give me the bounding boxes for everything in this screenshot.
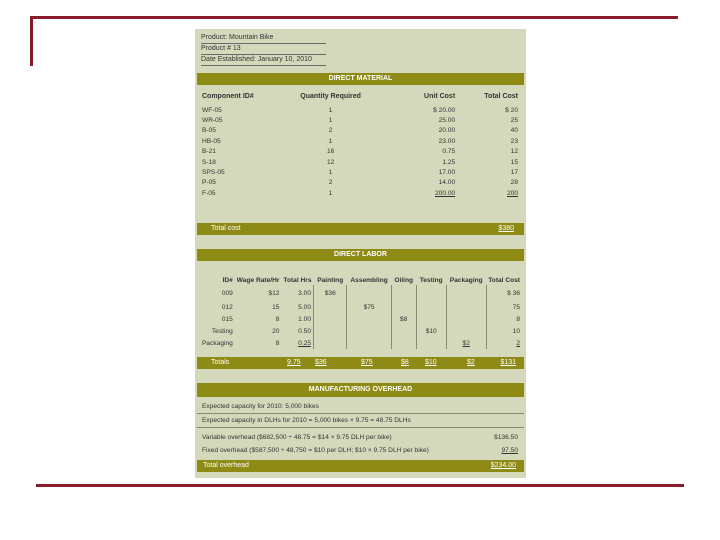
direct-material-band: DIRECT MATERIAL bbox=[197, 73, 524, 85]
date-established: Date Established: January 10, 2010 bbox=[201, 55, 326, 66]
table-row bbox=[200, 157, 520, 167]
column-header: Testing bbox=[419, 277, 443, 284]
table-row bbox=[200, 313, 522, 325]
assembling bbox=[347, 337, 391, 349]
total-hrs: 3.00 bbox=[298, 289, 312, 297]
labor-total-cost: 10 bbox=[486, 325, 522, 337]
wage-rate: $12 bbox=[268, 289, 280, 297]
overhead-total-row bbox=[197, 460, 524, 472]
table-row bbox=[200, 136, 520, 146]
table-row bbox=[200, 167, 520, 177]
component-id: WR-05 bbox=[202, 117, 223, 125]
unit-cost: 200.00 bbox=[434, 189, 456, 197]
column-header: Component ID# bbox=[202, 92, 254, 100]
cost-sheet bbox=[195, 29, 526, 478]
labor-total-cost: 75 bbox=[486, 301, 522, 313]
painting bbox=[314, 301, 347, 313]
product-header bbox=[201, 33, 326, 66]
table-row bbox=[200, 147, 520, 157]
table-row bbox=[200, 115, 520, 125]
direct-labor-band: DIRECT LABOR bbox=[197, 249, 524, 261]
labor-id: 012 bbox=[221, 303, 233, 311]
testing: $10 bbox=[416, 325, 446, 337]
product-name: Product: Mountain Bike bbox=[201, 33, 326, 44]
total-hrs: 0.50 bbox=[298, 327, 312, 335]
direct-material-total-row bbox=[197, 223, 524, 235]
table-row bbox=[200, 126, 520, 136]
fixed-overhead-value: 97.50 bbox=[501, 447, 518, 454]
divider bbox=[197, 413, 524, 414]
component-id: S-18 bbox=[202, 158, 216, 166]
quantity: 1 bbox=[328, 137, 333, 145]
oiling bbox=[391, 337, 416, 349]
packaging bbox=[446, 285, 486, 301]
total-cost-value: $380 bbox=[498, 225, 514, 232]
column-header: Painting bbox=[317, 277, 344, 284]
unit-cost: 25.00 bbox=[438, 117, 456, 125]
quantity: 16 bbox=[326, 148, 335, 156]
variable-overhead: Variable overhead ($682,500 ÷ 48.75 = $14 × 9.75 DLH per bike) bbox=[202, 434, 392, 441]
frame-top-border bbox=[30, 16, 678, 19]
column-header: Unit Cost bbox=[424, 92, 456, 100]
component-id: SPS-05 bbox=[202, 169, 225, 177]
table-header-row bbox=[200, 87, 520, 105]
quantity: 12 bbox=[326, 158, 335, 166]
totals-oiling: $8 bbox=[401, 359, 409, 366]
frame-bottom-border bbox=[36, 484, 684, 487]
testing bbox=[416, 285, 446, 301]
overhead-capacity: Expected capacity for 2010: 5,000 bikes bbox=[202, 403, 319, 410]
labor-total-cost: $ 36 bbox=[486, 285, 522, 301]
labor-id: 015 bbox=[221, 315, 233, 323]
totals-label: Totals bbox=[211, 359, 230, 366]
packaging bbox=[446, 313, 486, 325]
oiling bbox=[391, 325, 416, 337]
direct-material-table bbox=[200, 87, 520, 199]
totals-assembling: $75 bbox=[361, 359, 373, 366]
packaging bbox=[446, 325, 486, 337]
packaging bbox=[446, 301, 486, 313]
labor-id: Testing bbox=[211, 327, 233, 335]
total-hrs: 0.25 bbox=[298, 339, 312, 347]
table-row bbox=[200, 178, 520, 188]
column-header: ID# bbox=[222, 277, 233, 284]
assembling bbox=[347, 325, 391, 337]
column-header: Total Cost bbox=[488, 277, 520, 284]
manufacturing-overhead-band: MANUFACTURING OVERHEAD bbox=[197, 383, 524, 397]
quantity: 2 bbox=[328, 127, 333, 135]
quantity: 1 bbox=[328, 189, 333, 197]
component-id: B-05 bbox=[202, 127, 216, 135]
total-cost: 25 bbox=[510, 117, 518, 125]
totals-painting: $36 bbox=[315, 359, 327, 366]
total-cost-label: Total cost bbox=[211, 225, 241, 232]
variable-overhead-value: $136.50 bbox=[494, 434, 518, 441]
assembling bbox=[347, 313, 391, 325]
table-row bbox=[200, 325, 522, 337]
total-cost: 40 bbox=[510, 127, 518, 135]
wage-rate: 15 bbox=[272, 303, 280, 311]
total-hrs: 1.00 bbox=[298, 315, 312, 323]
quantity: 1 bbox=[328, 169, 333, 177]
assembling: $75 bbox=[347, 301, 391, 313]
component-id: P-05 bbox=[202, 179, 216, 187]
unit-cost: $ 20.00 bbox=[433, 106, 456, 114]
table-header-row bbox=[200, 263, 522, 285]
table-row bbox=[200, 337, 522, 349]
testing bbox=[416, 337, 446, 349]
totals-packaging: $2 bbox=[467, 359, 475, 366]
column-header: Oiling bbox=[394, 277, 414, 284]
product-number: Product # 13 bbox=[201, 44, 326, 55]
assembling bbox=[347, 285, 391, 301]
total-cost: 28 bbox=[510, 179, 518, 187]
quantity: 2 bbox=[328, 179, 333, 187]
column-header: Total Cost bbox=[484, 92, 518, 100]
total-overhead-value: $234.00 bbox=[490, 462, 516, 469]
unit-cost: 20.00 bbox=[438, 127, 456, 135]
table-row bbox=[200, 105, 520, 115]
component-id: B-21 bbox=[202, 148, 216, 156]
unit-cost: 0.75 bbox=[442, 148, 456, 156]
table-row bbox=[200, 301, 522, 313]
table-row bbox=[200, 285, 522, 301]
total-cost: 200 bbox=[506, 189, 518, 197]
total-hrs: 5.00 bbox=[298, 303, 312, 311]
unit-cost: 23.00 bbox=[438, 137, 456, 145]
wage-rate: 8 bbox=[275, 315, 280, 323]
testing bbox=[416, 313, 446, 325]
component-id: WF-05 bbox=[202, 106, 222, 114]
totals-cost: $131 bbox=[500, 359, 516, 366]
divider bbox=[197, 427, 524, 428]
total-cost: 15 bbox=[510, 158, 518, 166]
direct-labor-table bbox=[200, 263, 522, 349]
totals-hrs: 9.75 bbox=[287, 359, 301, 366]
totals-testing: $10 bbox=[425, 359, 437, 366]
total-overhead-label: Total overhead bbox=[203, 462, 249, 469]
labor-total-cost: 2 bbox=[486, 337, 522, 349]
oiling bbox=[391, 285, 416, 301]
overhead-capacity-dlh: Expected capacity in DLHs for 2010 = 5,000 bikes × 9.75 = 48.75 DLHs bbox=[202, 417, 411, 424]
column-header: Assembling bbox=[350, 277, 388, 284]
total-cost: 12 bbox=[510, 148, 518, 156]
wage-rate: 20 bbox=[272, 327, 280, 335]
component-id: HB-05 bbox=[202, 137, 221, 145]
painting bbox=[314, 313, 347, 325]
fixed-overhead: Fixed overhead ($587,500 ÷ 48,750 = $10 per DLH; $10 × 9.75 DLH per bike) bbox=[202, 447, 429, 454]
total-cost: $ 20 bbox=[505, 106, 518, 114]
table-row bbox=[200, 188, 520, 198]
column-header: Total Hrs bbox=[283, 277, 312, 284]
frame-left-border bbox=[30, 16, 33, 66]
column-header: Packaging bbox=[449, 277, 483, 284]
labor-id: Packaging bbox=[202, 339, 233, 347]
quantity: 1 bbox=[328, 117, 333, 125]
painting bbox=[314, 325, 347, 337]
oiling: $8 bbox=[391, 313, 416, 325]
total-cost: 23 bbox=[510, 137, 518, 145]
unit-cost: 14.00 bbox=[438, 179, 456, 187]
oiling bbox=[391, 301, 416, 313]
direct-labor-totals-row bbox=[197, 357, 524, 369]
wage-rate: 8 bbox=[275, 339, 280, 347]
quantity: 1 bbox=[328, 106, 333, 114]
painting: $36 bbox=[314, 285, 347, 301]
unit-cost: 17.00 bbox=[438, 169, 456, 177]
testing bbox=[416, 301, 446, 313]
packaging: $2 bbox=[446, 337, 486, 349]
unit-cost: 1.25 bbox=[442, 158, 456, 166]
labor-total-cost: 8 bbox=[486, 313, 522, 325]
column-header: Wage Rate/Hr bbox=[236, 277, 280, 284]
painting bbox=[314, 337, 347, 349]
labor-id: 009 bbox=[221, 289, 233, 297]
column-header: Quantity Required bbox=[300, 92, 361, 100]
total-cost: 17 bbox=[510, 169, 518, 177]
component-id: F-05 bbox=[202, 189, 216, 197]
